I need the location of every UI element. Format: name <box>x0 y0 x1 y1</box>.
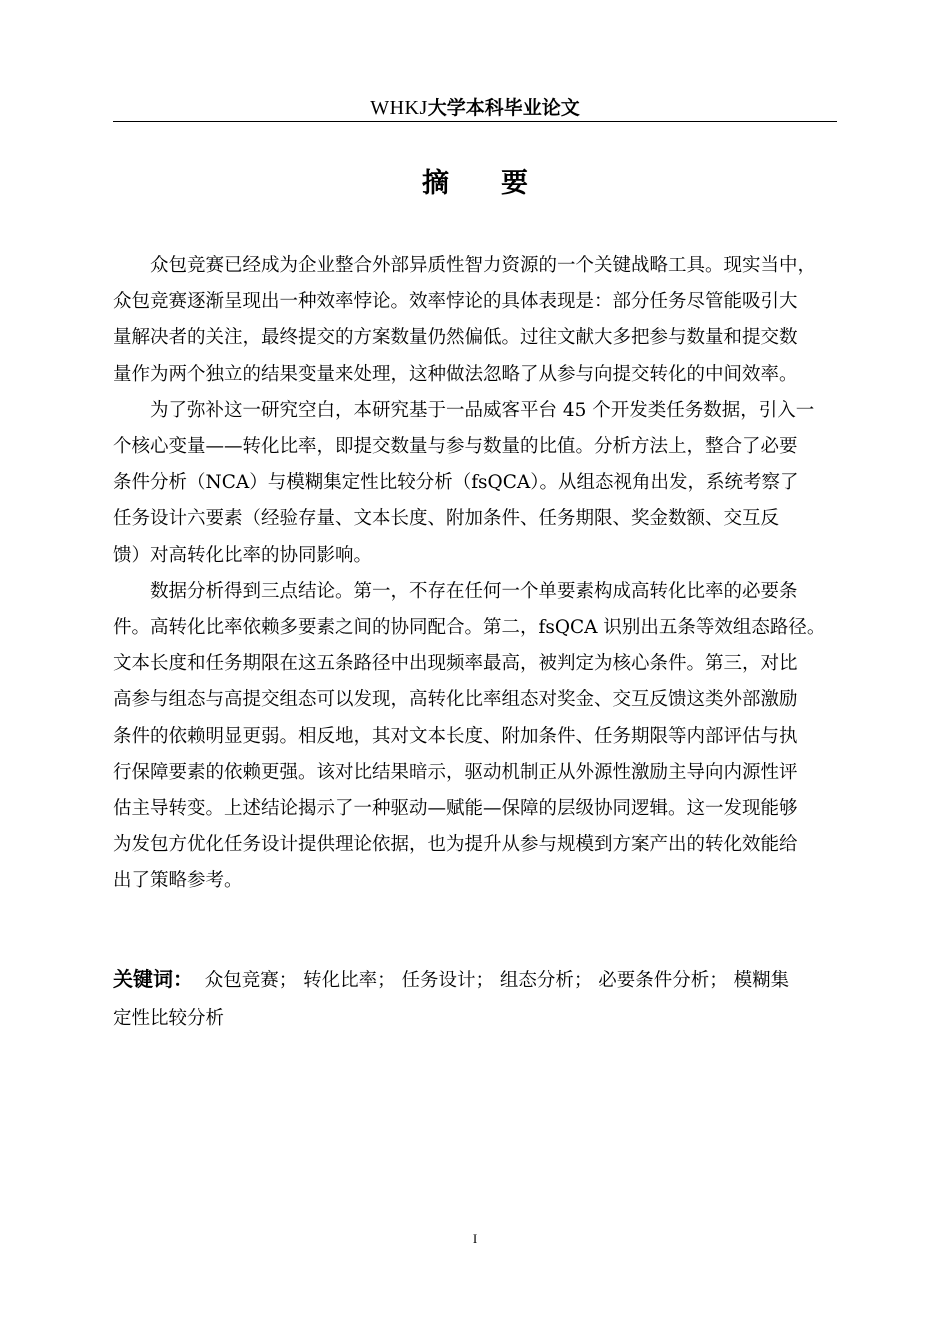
paragraph-line: 出了策略参考。 <box>113 870 243 892</box>
paragraph-line: 高参与组态与高提交组态可以发现，高转化比率组态对奖金、交互反馈这类外部激励 <box>113 689 798 711</box>
keywords-list: 众包竞赛； 转化比率； 任务设计； 组态分析； 必要条件分析； 模糊集 <box>204 970 790 991</box>
paragraph-line: 数据分析得到三点结论。第一，不存在任何一个单要素构成高转化比率的必要条 <box>150 580 798 602</box>
paragraph-line: 量作为两个独立的结果变量来处理，这种做法忽略了从参与向提交转化的中间效率。 <box>113 363 798 385</box>
keywords-block <box>113 957 843 1035</box>
paragraph-line: 为了弥补这一研究空白，本研究基于一品威客平台 45 个开发类任务数据，引入一 <box>150 399 815 421</box>
running-header <box>113 92 837 122</box>
paragraph-line: 为发包方优化任务设计提供理论依据，也为提升从参与规模到方案产出的转化效能给 <box>113 834 798 856</box>
paragraph-line: 估主导转变。上述结论揭示了一种驱动—赋能—保障的层级协同逻辑。这一发现能够 <box>113 798 798 820</box>
abstract-paragraph-1 <box>113 248 843 393</box>
keywords-line-1 <box>113 957 843 1003</box>
paragraph-line: 量解决者的关注，最终提交的方案数量仍然偏低。过往文献大多把参与数量和提交数 <box>113 327 798 349</box>
paragraph-line: 条件分析（NCA）与模糊集定性比较分析（fsQCA）。从组态视角出发，系统考察了 <box>113 472 799 494</box>
paragraph-line: 文本长度和任务期限在这五条路径中出现频率最高，被判定为核心条件。第三，对比 <box>113 653 798 675</box>
abstract-title-char-2: 要 <box>501 168 528 199</box>
paragraph-line: 众包竞赛已经成为企业整合外部异质性智力资源的一个关键战略工具。现实当中， <box>150 255 817 276</box>
page-number: I <box>472 1231 478 1246</box>
paragraph-line: 条件的依赖明显更弱。相反地，其对文本长度、附加条件、任务期限等内部评估与执 <box>113 725 798 747</box>
paragraph-line: 众包竞赛逐渐呈现出一种效率悖论。效率悖论的具体表现是：部分任务尽管能吸引大 <box>113 291 798 313</box>
paragraph-line: 馈）对高转化比率的协同影响。 <box>113 544 373 566</box>
abstract-title <box>113 160 837 208</box>
header-title: 大学本科毕业论文 <box>427 97 580 119</box>
keywords-line-2: 定性比较分析 <box>113 1008 225 1029</box>
paragraph-line: 件。高转化比率依赖多要素之间的协同配合。第二，fsQCA 识别出五条等效组态路径。 <box>113 617 826 639</box>
abstract-paragraph-3 <box>113 574 843 900</box>
abstract-title-char-1: 摘 <box>422 168 449 199</box>
paragraph-line: 行保障要素的依赖更强。该对比结果暗示，驱动机制正从外源性激励主导向内源性评 <box>113 761 798 783</box>
keywords-label: 关键词： <box>113 967 193 991</box>
paragraph-line: 任务设计六要素（经验存量、文本长度、附加条件、任务期限、奖金数额、交互反 <box>113 508 780 530</box>
abstract-body <box>113 248 843 900</box>
abstract-paragraph-2 <box>113 393 843 574</box>
paragraph-line: 个核心变量——转化比率，即提交数量与参与数量的比值。分析方法上，整合了必要 <box>113 436 798 458</box>
header-rule <box>113 121 837 122</box>
header-code: WHKJ <box>370 97 428 119</box>
